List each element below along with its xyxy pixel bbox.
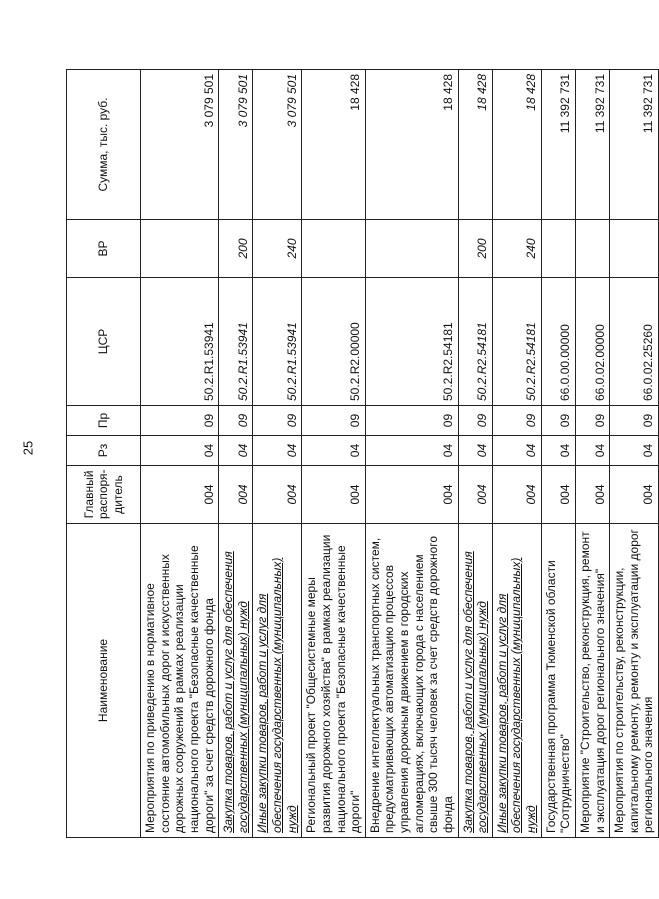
cell-rz: 04 (365, 436, 458, 466)
cell-name: Иные закупки товаров, работ и услуг для обеспечения государственных (муниципальных) нужд (492, 524, 541, 838)
cell-rz: 04 (575, 436, 609, 466)
cell-sum: 3 079 501 (219, 70, 253, 220)
cell-gr: 004 (458, 466, 492, 524)
cell-rz: 04 (492, 436, 541, 466)
cell-csr: 66.0.02.25260 (610, 278, 659, 406)
cell-csr: 50.2.R2.00000 (302, 278, 366, 406)
header-name: Наименование (67, 524, 141, 838)
cell-csr: 50.2.R2.54181 (492, 278, 541, 406)
cell-vr: 200 (458, 220, 492, 278)
cell-pr: 09 (610, 406, 659, 436)
cell-pr: 09 (219, 406, 253, 436)
cell-vr (365, 220, 458, 278)
cell-name: Внедрение интеллектуальных транспортных систем, предусматривающих автоматизацию процессов управления дорожным движением в городских агломерациях, включающих города с населением свыше 300 тысяч человек за счет средств дорожного фонда (365, 524, 458, 838)
cell-gr: 004 (492, 466, 541, 524)
table-row (610, 70, 659, 838)
header-pr: Пр (67, 406, 141, 436)
cell-name: Закупка товаров, работ и услуг для обеспечения государственных (муниципальных) нужд (219, 524, 253, 838)
header-csr: ЦСР (67, 278, 141, 406)
cell-rz: 04 (141, 436, 219, 466)
cell-sum: 11 392 731 (610, 70, 659, 220)
cell-gr: 004 (302, 466, 366, 524)
cell-gr: 004 (141, 466, 219, 524)
cell-pr: 09 (302, 406, 366, 436)
cell-name: Мероприятия по строительству, реконструкции, капитальному ремонту, ремонту и эксплуатации дорог регионального значения (610, 524, 659, 838)
cell-gr: 004 (575, 466, 609, 524)
cell-sum: 11 392 731 (575, 70, 609, 220)
cell-pr: 09 (365, 406, 458, 436)
cell-gr: 004 (541, 466, 575, 524)
cell-pr: 09 (575, 406, 609, 436)
cell-csr: 66.0.02.00000 (575, 278, 609, 406)
cell-name: Закупка товаров, работ и услуг для обеспечения государственных (муниципальных) нужд (458, 524, 492, 838)
cell-vr (575, 220, 609, 278)
cell-csr: 66.0.00.00000 (541, 278, 575, 406)
cell-sum: 18 428 (458, 70, 492, 220)
cell-csr: 50.2.R2.54181 (458, 278, 492, 406)
table-row (141, 70, 219, 838)
cell-sum: 3 079 501 (253, 70, 302, 220)
cell-rz: 04 (458, 436, 492, 466)
table-row (575, 70, 609, 838)
cell-rz: 04 (302, 436, 366, 466)
table-row (253, 70, 302, 838)
cell-rz: 04 (253, 436, 302, 466)
header-vr: ВР (67, 220, 141, 278)
cell-vr: 240 (253, 220, 302, 278)
table-row (458, 70, 492, 838)
cell-pr: 09 (141, 406, 219, 436)
cell-vr: 240 (492, 220, 541, 278)
cell-csr: 50.2.R1.53941 (219, 278, 253, 406)
cell-csr: 50.2.R1.53941 (141, 278, 219, 406)
cell-name: Иные закупки товаров, работ и услуг для обеспечения государственных (муниципальных) нужд (253, 524, 302, 838)
page-number: 25 (20, 440, 36, 456)
table-row (219, 70, 253, 838)
table-row (302, 70, 366, 838)
cell-name: Региональный проект "Общесистемные меры развития дорожного хозяйства" в рамках реализации национального проекта "Безопасные качественные дороги" (302, 524, 366, 838)
cell-sum: 18 428 (302, 70, 366, 220)
header-rz: Рз (67, 436, 141, 466)
cell-rz: 04 (541, 436, 575, 466)
cell-rz: 04 (610, 436, 659, 466)
cell-gr: 004 (610, 466, 659, 524)
table-row (541, 70, 575, 838)
cell-pr: 09 (541, 406, 575, 436)
cell-pr: 09 (492, 406, 541, 436)
cell-gr: 004 (253, 466, 302, 524)
table-header-row (67, 70, 141, 838)
cell-csr: 50.2.R1.53941 (253, 278, 302, 406)
cell-name: Государственная программа Тюменской области "Сотрудничество" (541, 524, 575, 838)
cell-vr (141, 220, 219, 278)
cell-sum: 18 428 (492, 70, 541, 220)
cell-name: Мероприятия по приведению в нормативное состояние автомобильных дорог и искусственных дорожных сооружений в рамках реализации национального проекта "Безопасные качественные дороги" за счет средств дорожного фонда (141, 524, 219, 838)
cell-gr: 004 (219, 466, 253, 524)
rotated-table-frame (66, 70, 656, 838)
cell-vr: 200 (219, 220, 253, 278)
cell-csr: 50.2.R2.54181 (365, 278, 458, 406)
header-sum: Сумма, тыс. руб. (67, 70, 141, 220)
cell-pr: 09 (253, 406, 302, 436)
cell-sum: 3 079 501 (141, 70, 219, 220)
cell-vr (302, 220, 366, 278)
cell-pr: 09 (458, 406, 492, 436)
cell-sum: 18 428 (365, 70, 458, 220)
cell-name: Мероприятие "Строительство, реконструкция, ремонт и эксплуатация дорог регионального значения" (575, 524, 609, 838)
table-row (492, 70, 541, 838)
table-container (66, 70, 656, 838)
cell-vr (610, 220, 659, 278)
cell-rz: 04 (219, 436, 253, 466)
budget-table (66, 69, 659, 838)
cell-vr (541, 220, 575, 278)
cell-gr: 004 (365, 466, 458, 524)
table-row (365, 70, 458, 838)
cell-sum: 11 392 731 (541, 70, 575, 220)
header-gr: Главный распоря-дитель (67, 466, 141, 524)
